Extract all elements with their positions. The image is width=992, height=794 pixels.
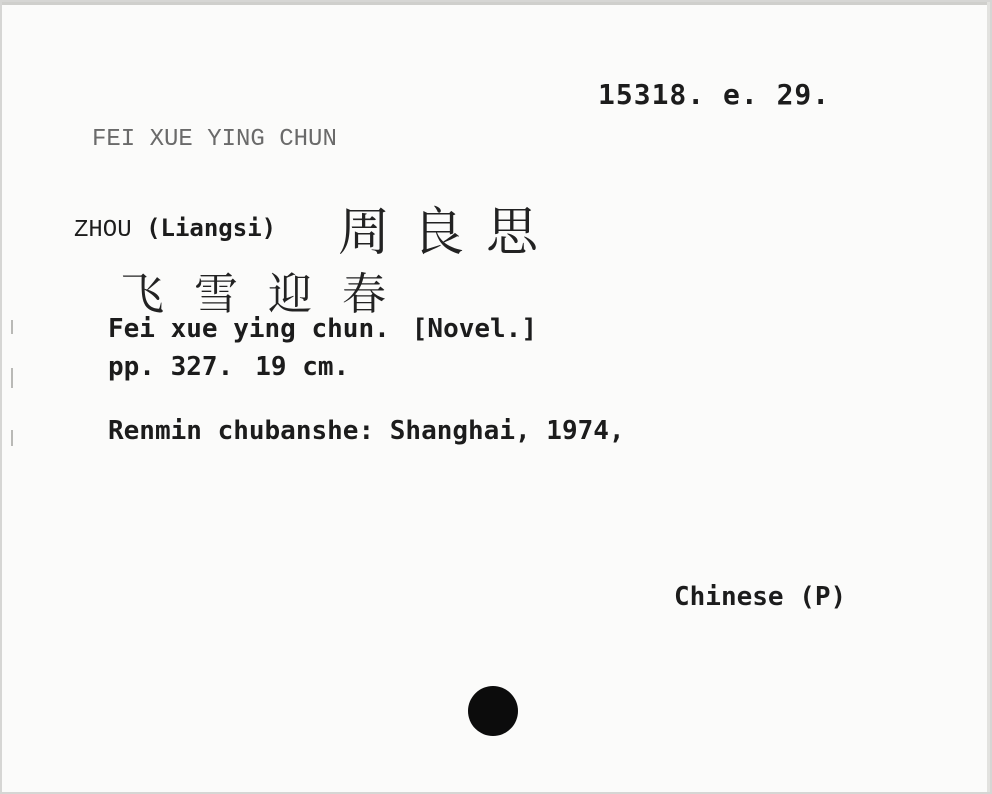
author-line [74,214,276,244]
title-genre: [Novel.] [411,314,537,344]
margin-mark [11,430,13,446]
imprint: Renmin chubanshe: Shanghai, 1974, [108,416,625,446]
card-top-edge [2,2,992,5]
entry-heading: FEI XUE YING CHUN [92,126,337,153]
title-chinese: 飞雪迎春 [120,269,416,320]
shelfmark: 15318. e. 29. [598,78,831,111]
card-right-edge [987,2,990,794]
title-line [108,314,537,344]
collation-line [108,352,349,382]
author-given-name: (Liangsi) [146,214,277,242]
book-size: 19 cm. [255,352,350,382]
language-note: Chinese (P) [674,582,847,612]
punch-hole [468,686,518,736]
margin-mark [11,368,13,388]
margin-mark [11,320,13,334]
title-romanized: Fei xue ying chun. [108,314,390,344]
author-surname: ZHOU [74,217,132,244]
page-count: pp. 327. [108,352,234,382]
author-name-chinese: 周良思 [338,203,561,263]
